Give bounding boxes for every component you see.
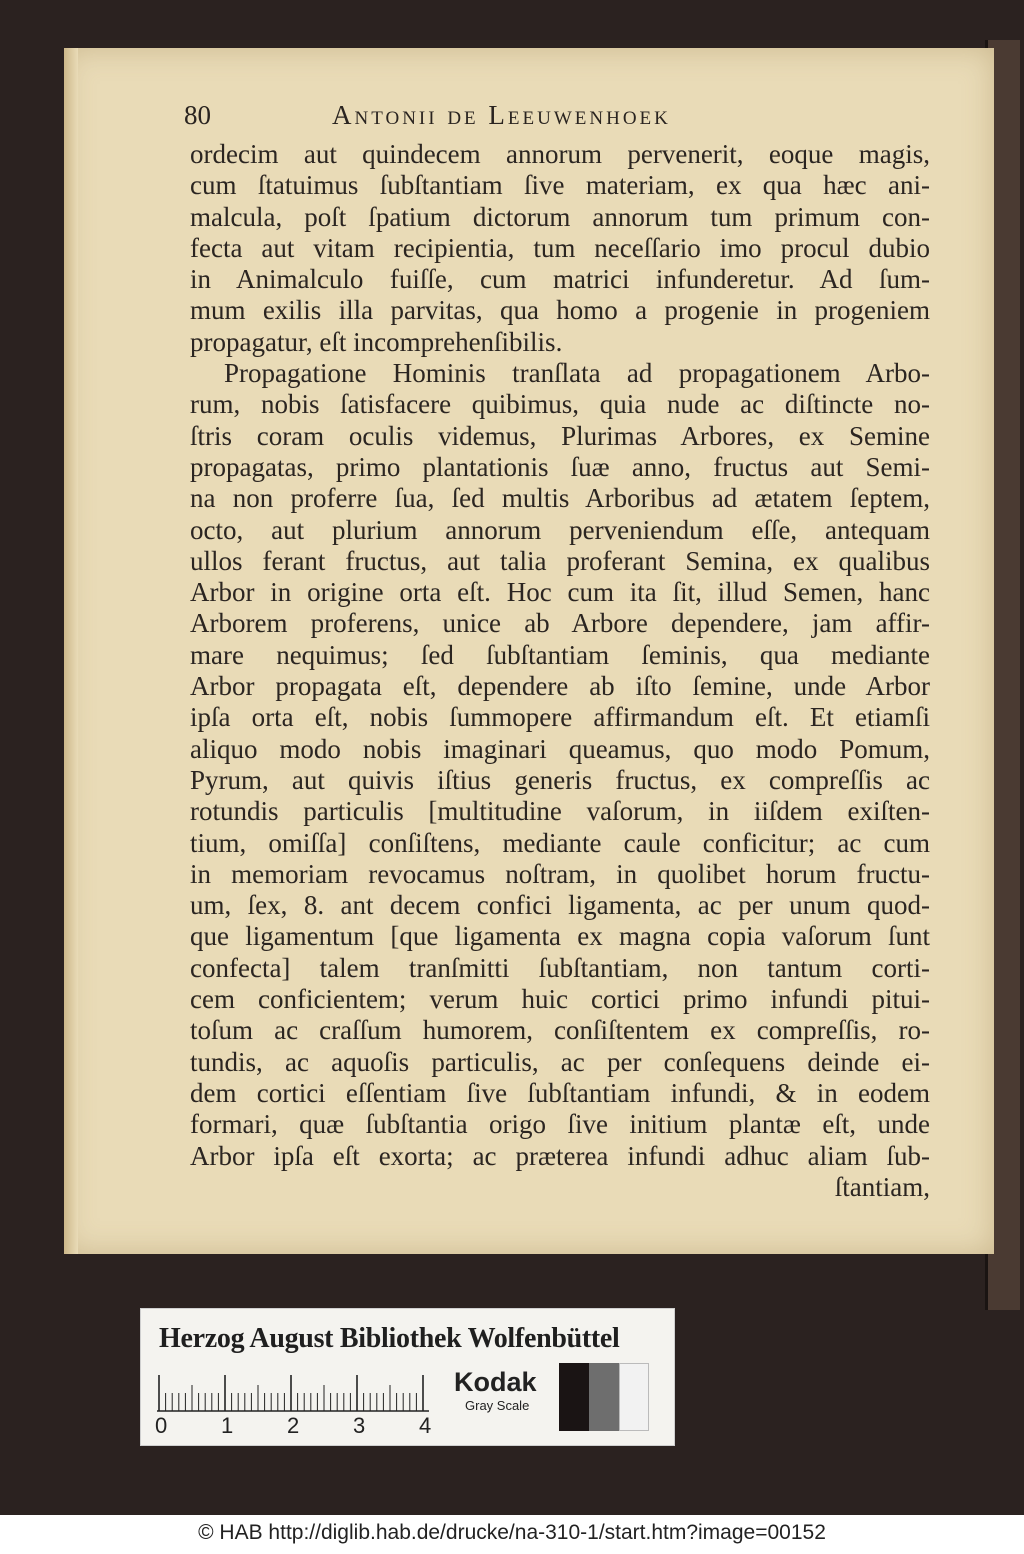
color-card: [140, 1308, 675, 1446]
swatch-gray: [589, 1363, 619, 1431]
scale-label-1: 1: [221, 1413, 234, 1438]
text-line: formari, quæ ſubſtantia origo ſive initium plantæ eſt, unde: [190, 1109, 930, 1140]
text-line: propagatur, eſt incomprehenſibilis.: [190, 326, 563, 357]
text-line: Arbor ipſa eſt exorta; ac præterea infundi adhuc aliam ſub-: [190, 1140, 930, 1171]
text-line: mare nequimus; ſed ſubſtantiam ſeminis, qua mediante: [190, 639, 930, 670]
text-line: cem conficientem; verum huic cortici primo infundi pitui-: [190, 984, 930, 1015]
text-line: ordecim aut quindecem annorum pervenerit, eoque magis,: [190, 139, 930, 169]
text-line: Propagatione Hominis tranſlata ad propagationem Arbo-: [224, 358, 930, 389]
text-line: ullos ferant fructus, aut talia proferant Semina, ex qualibus: [190, 545, 930, 576]
footer: [0, 1515, 1024, 1554]
text-line: tundis, ac aquoſis particulis, ac per conſequens deinde ei-: [190, 1046, 930, 1077]
text-line: Arborem proferens, unice ab Arbore dependere, jam affir-: [190, 608, 930, 639]
text-line: in Animalculo fuiſſe, cum matrici infunderetur. Ad ſum-: [190, 264, 930, 295]
text-line: Pyrum, aut quivis iſtius generis fructus, ex compreſſis ac: [190, 764, 930, 795]
text-line: que ligamentum [que ligamenta ex magna copia vaſorum ſunt: [190, 921, 930, 952]
copyright-line: © HAB http://diglib.hab.de/drucke/na-310-1/start.htm?image=00152: [198, 1521, 826, 1544]
text-line: na non proferre ſua, ſed multis Arboribus ad ætatem ſeptem,: [190, 483, 930, 514]
kodak-logo: Kodak: [454, 1367, 537, 1397]
text-line: tium, omiſſa] conſiſtens, mediante caule conficitur; ac cum: [190, 827, 930, 858]
body-text: [190, 139, 930, 1203]
ruler-scale: [157, 1375, 433, 1413]
text-line: toſum ac craſſum humorem, conſiſtentem ex compreſſis, ro-: [190, 1015, 930, 1046]
library-name: Herzog August Bibliothek Wolfenbüttel: [159, 1323, 620, 1354]
text-line: Arbor propagata eſt, dependere ab iſto ſemine, unde Arbor: [190, 671, 930, 702]
text-line: dem cortici eſſentiam ſive ſubſtantiam infundi, & in eodem: [190, 1077, 930, 1108]
text-line: malcula, poſt ſpatium dictorum annorum tum primum con-: [190, 201, 930, 232]
text-line: rotundis particulis [multitudine vaſorum, in iiſdem exiſten-: [190, 796, 930, 827]
running-head: [184, 100, 804, 136]
swatch-white: [619, 1363, 649, 1431]
text-line: in memoriam revocamus noſtram, in quolibet horum fructu-: [190, 858, 930, 889]
text-line: mum exilis illa parvitas, qua homo a progenie in progeniem: [190, 295, 930, 326]
running-head-title: Antonii de Leeuwenhoek: [332, 100, 671, 130]
text-line: um, ſex, 8. ant decem confici ligamenta, ac per unum quod-: [190, 890, 930, 921]
text-line: confecta] talem tranſmitti ſubſtantiam, non tantum corti-: [190, 952, 930, 983]
page-gutter-shadow: [64, 48, 78, 1254]
text-line: Arbor in origine orta eſt. Hoc cum ita ſit, illud Semen, hanc: [190, 577, 930, 608]
scale-label-4: 4: [419, 1413, 432, 1438]
scale-label-2: 2: [287, 1413, 300, 1438]
scale-label-0: 0: [155, 1413, 168, 1438]
text-line: aliquo modo nobis imaginari queamus, quo modo Pomum,: [190, 733, 930, 764]
page-number: 80: [184, 100, 211, 130]
swatch-black: [559, 1363, 589, 1431]
scale-label-3: 3: [353, 1413, 366, 1438]
text-line: rum, nobis ſatisfacere quibimus, quia nude ac diſtincte no-: [190, 389, 930, 420]
text-line: octo, aut plurium annorum perveniendum eſſe, antequam: [190, 514, 930, 545]
text-line: ſtantiam,: [834, 1171, 930, 1202]
text-line: fecta aut vitam recipientia, tum neceſſario imo procul dubio: [190, 232, 930, 263]
text-line: ſtris coram oculis videmus, Plurimas Arbores, ex Semine: [190, 420, 930, 451]
text-line: ipſa orta eſt, nobis ſummopere affirmandum eſt. Et etiamſi: [190, 702, 930, 733]
text-line: cum ſtatuimus ſubſtantiam ſive materiam, ex qua hæc ani-: [190, 170, 930, 201]
text-line: propagatas, primo plantationis ſuæ anno, fructus aut Semi-: [190, 451, 930, 482]
gray-scale-label: Gray Scale: [465, 1398, 530, 1413]
